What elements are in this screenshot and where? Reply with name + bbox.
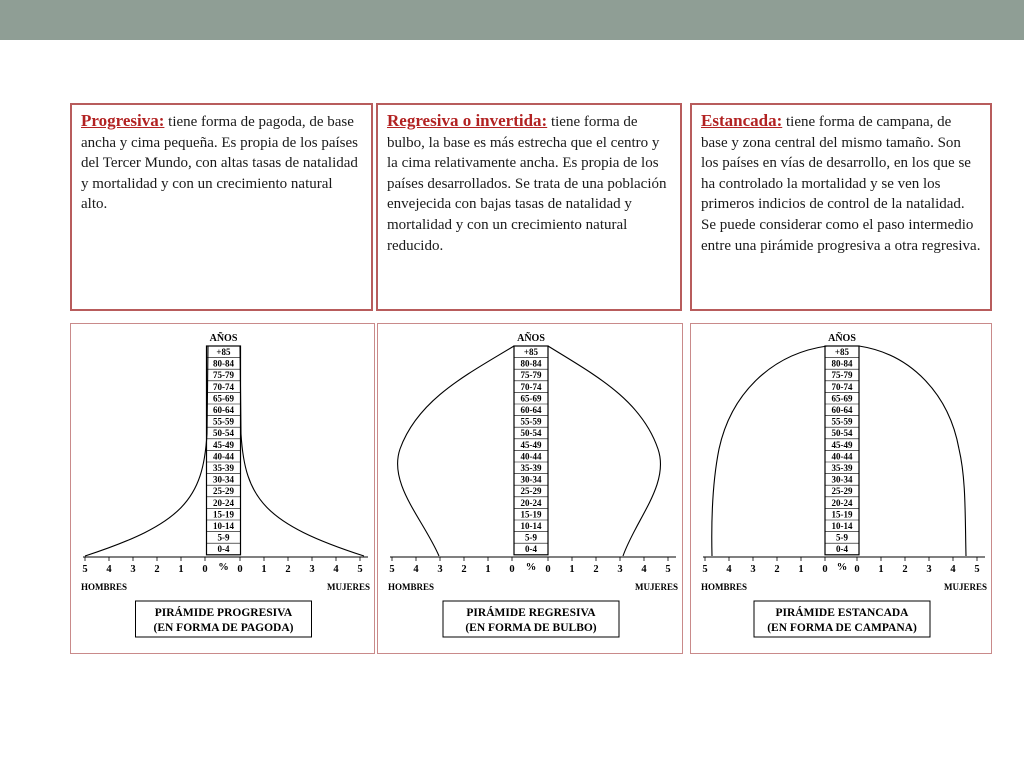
age-label: 15-19 [213, 509, 234, 520]
tick-label: 5 [702, 564, 708, 575]
population-curve-men [712, 346, 827, 556]
age-label: 20-24 [831, 497, 853, 508]
age-header: AÑOS [828, 333, 856, 344]
age-label: 70-74 [520, 381, 542, 392]
pyramid-regresiva [378, 324, 684, 655]
age-label: 15-19 [831, 509, 853, 520]
percent-label: % [836, 562, 848, 573]
age-label: 80-84 [213, 358, 234, 369]
age-label: 65-69 [213, 393, 234, 404]
pyramid-panel-regresiva [377, 323, 683, 654]
age-label: 55-59 [520, 416, 542, 427]
percent-label: % [525, 562, 537, 573]
tick-label: 0 [822, 564, 828, 575]
desc-body: tiene forma de pagoda, de base ancha y cima pequeña. Es propia de los países del Tercer Mundo, con altas tasas de natalidad y mortalidad y con un crecimiento natural alto. [81, 114, 358, 213]
age-label: 60-64 [831, 405, 853, 415]
age-label: 30-34 [213, 474, 234, 485]
age-header: AÑOS [209, 333, 238, 344]
age-label: 30-34 [831, 474, 853, 485]
tick-label: 3 [437, 564, 443, 575]
tick-label: 4 [726, 564, 732, 575]
desc-heading: Progresiva: [81, 111, 165, 130]
pyramid-progresiva [71, 324, 376, 655]
tick-label: 1 [878, 564, 884, 575]
tick-label: 5 [665, 564, 671, 575]
age-label: 80-84 [831, 358, 853, 369]
age-label: 45-49 [520, 439, 542, 450]
tick-label: 4 [106, 564, 112, 575]
desc-regresiva [376, 103, 682, 311]
tick-label: 4 [950, 564, 956, 575]
age-label: 75-79 [831, 370, 853, 381]
tick-label: 1 [178, 564, 184, 575]
age-label: 0-4 [217, 544, 230, 555]
tick-label: 1 [569, 564, 575, 575]
desc-body: tiene forma de campana, de base y zona central del mismo tamaño. Son los países en vías de desarrollo, en los que se ha controlado la mortalidad y se ven los primeros indicios de control de la natalidad. Se puede considerar como el paso intermedio entre una pirámide progresiva a otra regresiva. [701, 114, 981, 254]
tick-label: 2 [461, 564, 467, 575]
tick-label: 2 [154, 564, 160, 575]
age-label: 25-29 [213, 486, 234, 497]
population-curve-men [398, 346, 514, 556]
age-label: 70-74 [831, 381, 853, 392]
age-label: +85 [523, 347, 539, 357]
age-label: 50-54 [213, 428, 234, 439]
caption-title: PIRÁMIDE REGRESIVA [466, 607, 596, 619]
age-header: AÑOS [517, 333, 545, 344]
tick-label: 2 [285, 564, 291, 575]
women-label: MUJERES [634, 582, 678, 592]
tick-label: 3 [926, 564, 932, 575]
title-bar [0, 0, 1024, 40]
age-label: 80-84 [520, 358, 542, 369]
age-label: 45-49 [831, 439, 853, 450]
age-label: 55-59 [213, 416, 234, 427]
population-curve-women [240, 346, 364, 556]
desc-heading: Estancada: [701, 111, 783, 130]
tick-label: 4 [333, 564, 339, 575]
age-label: 0-4 [836, 544, 848, 555]
age-label: 45-49 [213, 439, 234, 450]
age-label: 25-29 [520, 486, 542, 497]
tick-label: 3 [750, 564, 756, 575]
age-label: 75-79 [520, 370, 542, 381]
tick-label: 2 [902, 564, 908, 575]
pyramid-panel-estancada [690, 323, 992, 654]
age-label: 40-44 [520, 451, 542, 462]
tick-label: 0 [237, 564, 243, 575]
age-label: 35-39 [831, 463, 853, 473]
desc-progresiva [70, 103, 373, 311]
age-label: 5-9 [217, 532, 230, 543]
desc-body: tiene forma de bulbo, la base es más estrecha que el centro y la cima relativamente ancha. Es propia de los países desarrollados. Se trata de una población envejecida con bajas tasas de natalidad y mortalidad y con un crecimiento natural reducido. [387, 114, 667, 254]
age-label: 30-34 [520, 474, 542, 485]
age-label: 50-54 [520, 428, 542, 439]
age-label: 70-74 [213, 381, 234, 392]
tick-label: 1 [485, 564, 491, 575]
tick-label: 5 [974, 564, 980, 575]
pyramid-estancada [691, 324, 993, 655]
age-label: 20-24 [213, 497, 234, 508]
tick-label: 3 [309, 564, 315, 575]
tick-label: 0 [202, 564, 208, 575]
tick-label: 0 [545, 564, 551, 575]
caption-subtitle: (EN FORMA DE PAGODA) [153, 622, 294, 634]
age-label: 5-9 [525, 532, 537, 543]
women-label: MUJERES [943, 582, 987, 592]
age-label: 0-4 [525, 544, 537, 555]
population-curve-men [85, 346, 208, 556]
tick-label: 5 [357, 564, 363, 575]
age-label: +85 [216, 347, 231, 357]
tick-label: 2 [774, 564, 780, 575]
tick-label: 3 [617, 564, 623, 575]
population-curve-women [548, 346, 661, 556]
caption-subtitle: (EN FORMA DE BULBO) [465, 622, 597, 634]
tick-label: 3 [130, 564, 136, 575]
tick-label: 4 [413, 564, 419, 575]
age-label: +85 [834, 347, 850, 357]
population-curve-women [859, 346, 966, 556]
women-label: MUJERES [326, 582, 370, 592]
caption-title: PIRÁMIDE PROGRESIVA [154, 607, 293, 619]
age-label: 50-54 [831, 428, 853, 439]
age-label: 65-69 [520, 393, 542, 404]
tick-label: 0 [854, 564, 860, 575]
desc-estancada [690, 103, 992, 311]
tick-label: 2 [593, 564, 599, 575]
age-label: 35-39 [520, 463, 542, 473]
age-label: 20-24 [520, 497, 542, 508]
age-label: 10-14 [213, 521, 234, 531]
pyramid-panel-progresiva [70, 323, 375, 654]
age-label: 35-39 [213, 463, 234, 473]
age-label: 10-14 [831, 521, 853, 531]
percent-label: % [218, 562, 229, 573]
tick-label: 1 [798, 564, 804, 575]
desc-heading: Regresiva o invertida: [387, 111, 548, 130]
age-label: 65-69 [831, 393, 853, 404]
age-label: 60-64 [520, 405, 542, 415]
age-label: 25-29 [831, 486, 853, 497]
men-label: HOMBRES [81, 582, 128, 592]
men-label: HOMBRES [701, 582, 748, 592]
age-label: 55-59 [831, 416, 853, 427]
age-label: 10-14 [520, 521, 542, 531]
tick-label: 5 [82, 564, 88, 575]
men-label: HOMBRES [388, 582, 435, 592]
caption-subtitle: (EN FORMA DE CAMPANA) [767, 622, 917, 634]
tick-label: 1 [261, 564, 267, 575]
age-label: 75-79 [213, 370, 234, 381]
caption-title: PIRÁMIDE ESTANCADA [775, 607, 909, 619]
age-label: 15-19 [520, 509, 542, 520]
tick-label: 0 [509, 564, 515, 575]
age-label: 5-9 [836, 532, 848, 543]
age-label: 40-44 [831, 451, 853, 462]
tick-label: 5 [389, 564, 395, 575]
tick-label: 4 [641, 564, 647, 575]
age-label: 60-64 [213, 405, 234, 415]
age-label: 40-44 [213, 451, 234, 462]
